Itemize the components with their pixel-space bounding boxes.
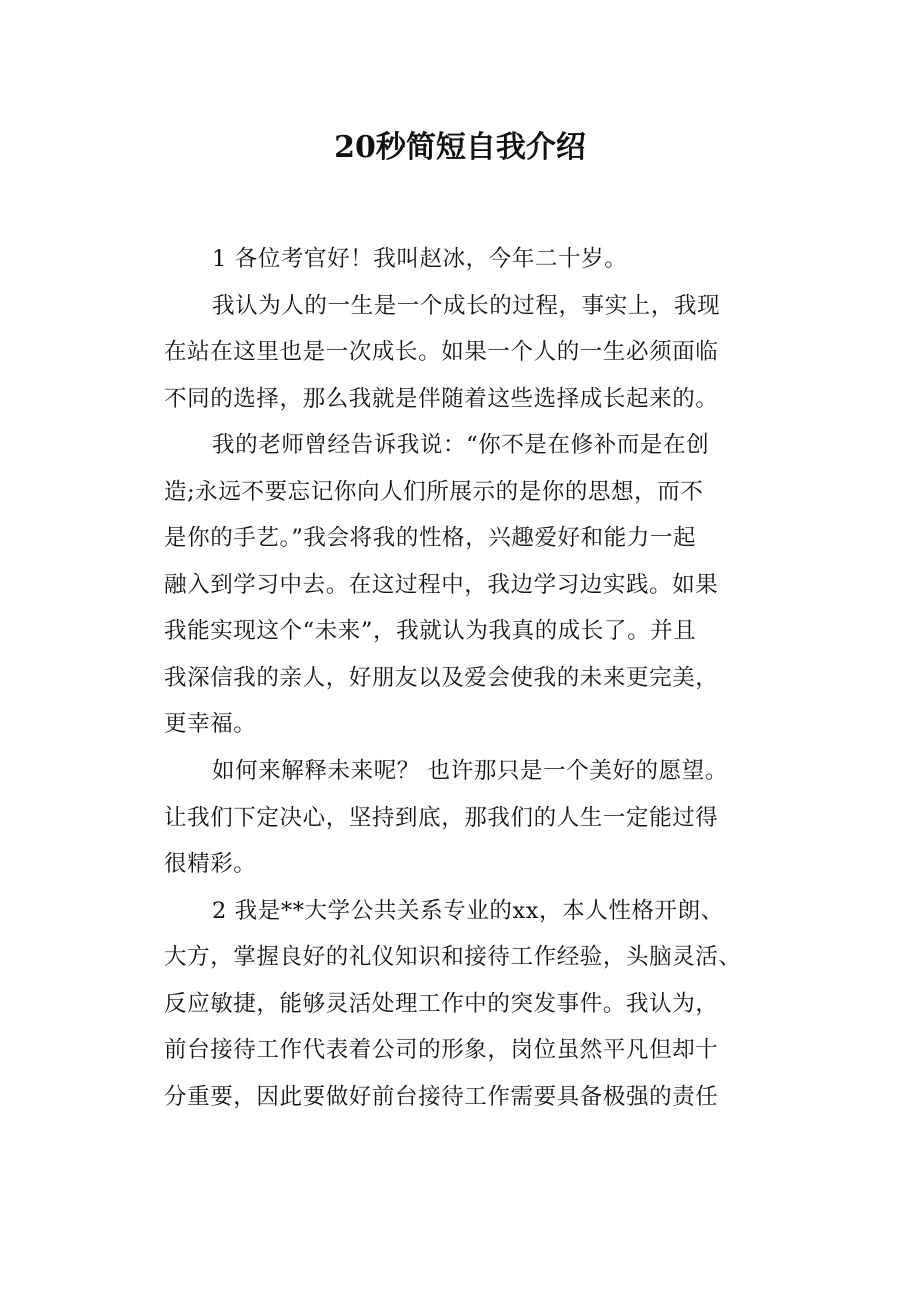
text-line: 我的老师曾经告诉我说：“你不是在修补而是在创 <box>212 432 710 459</box>
text-line: 我能实现这个“未来”，我就认为我真的成长了。并且 <box>164 618 697 645</box>
text-line: 大方，掌握良好的礼仪知识和接待工作经验，头脑灵活、 <box>164 944 742 971</box>
text-line: 如何来解释未来呢？ 也许那只是一个美好的愿望。 <box>212 758 728 785</box>
text-line: 在站在这里也是一次成长。如果一个人的一生必须面临 <box>164 339 719 366</box>
text-line: 我深信我的亲人，好朋友以及爱会使我的未来更完美， <box>164 664 719 691</box>
text-line: 前台接待工作代表着公司的形象，岗位虽然平凡但却十 <box>164 1037 719 1064</box>
document-body <box>164 236 784 1120</box>
text-line: 更幸福。 <box>164 711 257 738</box>
text-line: 造;永远不要忘记你向人们所展示的是你的思想，而不 <box>164 478 704 505</box>
text-line: 反应敏捷，能够灵活处理工作中的突发事件。我认为， <box>164 990 719 1017</box>
text-line: 1 各位考官好！我叫赵冰，今年二十岁。 <box>212 246 628 272</box>
text-line: 融入到学习中去。在这过程中，我边学习边实践。如果 <box>164 571 719 598</box>
text-line: 不同的选择，那么我就是伴随着这些选择成长起来的。 <box>164 385 719 412</box>
text-line: 分重要，因此要做好前台接待工作需要具备极强的责任 <box>164 1083 719 1110</box>
text-line: 很精彩。 <box>164 851 257 878</box>
text-line: 2 我是**大学公共关系专业的xx，本人性格开朗、 <box>212 897 724 924</box>
text-line: 我认为人的一生是一个成长的过程，事实上，我现 <box>212 292 721 319</box>
text-line: 是你的手艺。”我会将我的性格，兴趣爱好和能力一起 <box>164 525 697 552</box>
document-title: 20秒简短自我介绍 <box>334 130 586 165</box>
text-line: 让我们下定决心，坚持到底，那我们的人生一定能过得 <box>164 804 719 831</box>
